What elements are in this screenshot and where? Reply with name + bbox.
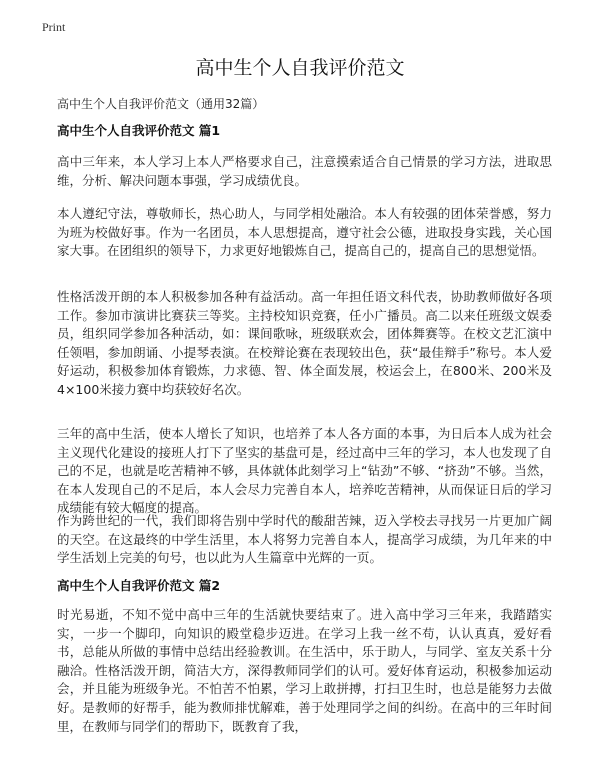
document-subtitle: 高中生个人自我评价范文（通用32篇） [57,97,265,111]
print-link[interactable]: Print [42,20,66,34]
section-1-paragraph-4: 三年的高中生活，使本人增长了知识，也培养了本人各方面的本事，为日后本人成为社会主义现代化建设的接班人打下了坚实的基盘可是，经过高中三年的学习，本人也发现了自己的不足，也就是吃苦精神不够，具体就体此刻学习上“钻劲”不够、“挤劲”不够。当然，在本人发现自己的不足后，本人会尽力完善自本人，培养吃苦精神，从而保证日后的学习成绩能有较大幅度的提高。 [57,426,552,516]
section-heading-2: 高中生个人自我评价范文 篇2 [57,578,221,593]
page-title: 高中生个人自我评价范文 [195,57,405,79]
section-1-paragraph-1: 高中三年来，本人学习上本人严格要求自己，注意摸索适合自己情景的学习方法，进取思维，分析、解决问题本事强，学习成绩优良。 [57,154,552,188]
section-1-paragraph-2: 本人遵纪守法，尊敬师长，热心助人，与同学相处融洽。本人有较强的团体荣誉感，努力为班为校做好事。作为一名团员，本人思想提高，遵守社会公德，进取投身实践，关心国家大事。在团组织的领导下，力求更好地锻炼自己，提高自己的，提高自己的思想觉悟。 [57,206,552,259]
section-2-paragraph-1: 时光易逝，不知不觉中高中三年的生活就快要结束了。进入高中学习三年来，我踏踏实实，一步一个脚印，向知识的殿堂稳步迈进。在学习上我一丝不苟，认认真真，爱好看书，总能从所做的事情中总结出经验教训。在生活中，乐于助人，与同学、室友关系十分融洽。性格活泼开朗，简洁大方，深得教师同学们的认可。爱好体育运动，积极参加运动会，并且能为班级争光。不怕苦不怕累，学习上敢拼搏，打扫卫生时，也总是能努力去做好。是教师的好帮手，能为教师排忧解难，善于处理同学之间的纠纷。在高中的三年时间里，在教师与同学们的帮助下，既教育了我， [57,607,552,734]
section-heading-1: 高中生个人自我评价范文 篇1 [57,123,221,138]
section-1-paragraph-3: 性格活泼开朗的本人积极参加各种有益活动。高一年担任语文科代表，协助教师做好各项工作。参加市演讲比赛获三等奖。主持校知识竞赛，任小广播员。高二以来任班级文娱委员，组织同学参加各种活动，如：课间歌咏，班级联欢会，团体舞赛等。在校文艺汇演中任领唱，参加朗诵、小提琴表演。在校辩论赛在表现较出色，获“最佳辩手”称号。本人爱好运动，积极参加体育锻炼，力求德、智、体全面发展，校运会上，在800米、200米及4×100米接力赛中均获较好名次。 [57,289,552,397]
section-1-paragraph-5: 作为跨世纪的一代，我们即将告别中学时代的酸甜苦辣，迈入学校去寻找另一片更加广阔的天空。在这最终的中学生活里，本人将努力完善自本人，提高学习成绩，为几年来的中学生活划上完美的句号，也以此为人生篇章中光辉的一页。 [57,513,552,566]
